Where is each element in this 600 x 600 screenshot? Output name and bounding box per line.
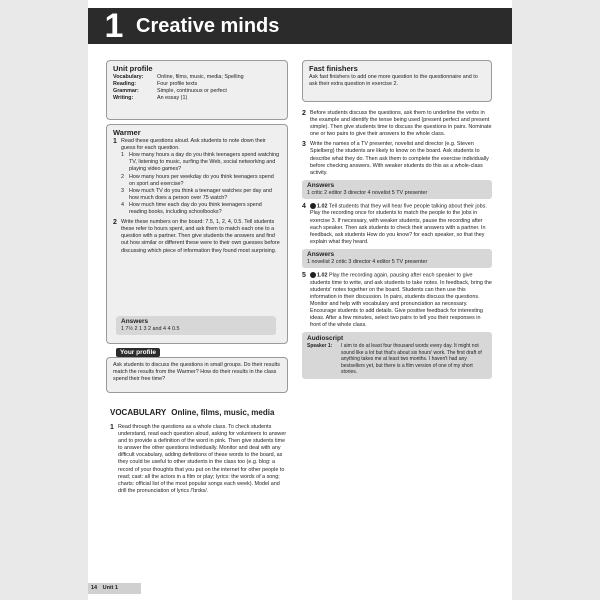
vocabulary-text: 1 Read through the questions as a whole class. To check students understand, read each question aloud, asking for volunteers to answer and to provide a definition of the word in pink. Then give students time to answer the other questions individually. Monitor and deal with any difficult vocabulary, adding definitions of these words to the board, as they could be useful to other students in the class too (e.g. blog: a record of your thoughts that you put on the internet for other people to read; cast: all the actors in a film or play; lyrics: the words of a song; charts: official list of the most popular songs each week). Model and drill the pronunciation of lyrics /'lɪrɪks/.: [110, 424, 287, 494]
audioscript-box: Audioscript Speaker 1: I aim to do at least four thousand words every day. It might not sound like a lot but that's about six hours' work. The first draft of anything takes me at least two months. I haven't had any bestsellers yet, but there is a film version of one of my short stories.: [302, 332, 492, 379]
unit-number: 1: [104, 7, 124, 45]
step-3: 3 Write the names of a TV presenter, novelist and director (e.g. Steven Spielberg) the students are likely to know on the board. Ask students to describe what they do. Then ask them to complete the exercise individually before checking answers. With weaker students do this as a whole-class activity.: [302, 141, 489, 176]
page: [88, 0, 512, 600]
profile-row: Reading: Four profile texts: [113, 81, 198, 88]
profile-row: Grammar: Simple, continuous or perfect: [113, 88, 227, 95]
step-2: 2 Before students discuss the questions, ask them to underline the verbs in the example and identify the tense being used (present perfect and present simple). Then give students time to discuss the questions in pairs. Nominate one or two pairs to give their answers to the whole class.: [302, 110, 492, 138]
fast-finishers-heading: Fast finishers: [309, 64, 358, 73]
unit-header: [88, 8, 512, 44]
step-5: 5 1.02 Play the recording again, pausing after each speaker to give students time to write, and ask students to take notes. In feedback, bring the students' notes together on the board. Students can then use this information in their discussion. In pairs, students discuss the questions. Monitor and help with vocabulary and pronunciation as necessary. Encourage students to add details. Give positive feedback for interesting ideas. After a few minutes, select two pairs to tell you their responses in front of the whole class.: [302, 272, 492, 329]
audio-icon: [310, 203, 316, 209]
your-profile-tag: Your profile: [116, 348, 160, 357]
vocabulary-heading: VOCABULARY Online, films, music, media: [110, 408, 275, 417]
audio-icon: [310, 272, 316, 278]
your-profile-box: Ask students to discuss the questions in small groups. Do their results match the results from the Warmer? How do their results in the class spend their free time?: [106, 357, 288, 393]
warmer-step-1: 1 Read these questions aloud. Ask students to note down their guess for each question. 1 How many hours a day do you think teenagers spend watching TV, listening to music, surfing the Web, social networking and playing video games? 2 How many hours per weekday do you think teenagers spend on sport and exercise? 3 How much TV do you think a teenager watches per day and how much does a person over 75 watch? 4 How much time each day do you think teenagers spend reading books, including schoolbooks?: [113, 138, 280, 216]
page-footer: 14 Unit 1: [88, 583, 141, 594]
warmer-answers: Answers 1 7½ 2 1 3 2 and 4 4 0.5: [116, 316, 276, 335]
warmer-box: [106, 124, 288, 344]
unit-profile-box: [106, 60, 288, 120]
warmer-heading: Warmer: [113, 128, 141, 137]
profile-row: Writing: An essay (1): [113, 95, 188, 102]
warmer-step-2: 2 Write these numbers on the board: 7.5, 1, 2, 4, 0.5. Tell students these refer to hours spent, and ask them to match each one to a question with a partner. Then give students the answers and find out how similar or different these were to their own guesses before discussing which piece of information they found most surprising.: [113, 219, 280, 254]
answers-2: Answers 1 novelist 2 critic 3 director 4 editor 5 TV presenter: [302, 249, 492, 268]
profile-row: Vocabulary: Online, films, music, media; Spelling: [113, 74, 244, 81]
unit-profile-heading: Unit profile: [113, 64, 153, 73]
fast-finishers-box: Fast finishers Ask fast finishers to add one more question to the questionnaire and to ask their extra question in exercise 2.: [302, 60, 492, 102]
unit-title: Creative minds: [136, 15, 280, 37]
right-column: [302, 110, 492, 379]
step-4: 4 1.02 Tell students that they will hear five people talking about their jobs. Play the recording once for students to match the people to the jobs in exercise 3. If necessary, with weaker students, pause the recording after each speaker. Then ask students to check their answers with a partner. In feedback, ask students How do you know? for each speaker, so that they explain what they heard.: [302, 202, 487, 245]
answers-1: Answers 1 critic 2 editor 3 director 4 novelist 5 TV presenter: [302, 180, 492, 199]
